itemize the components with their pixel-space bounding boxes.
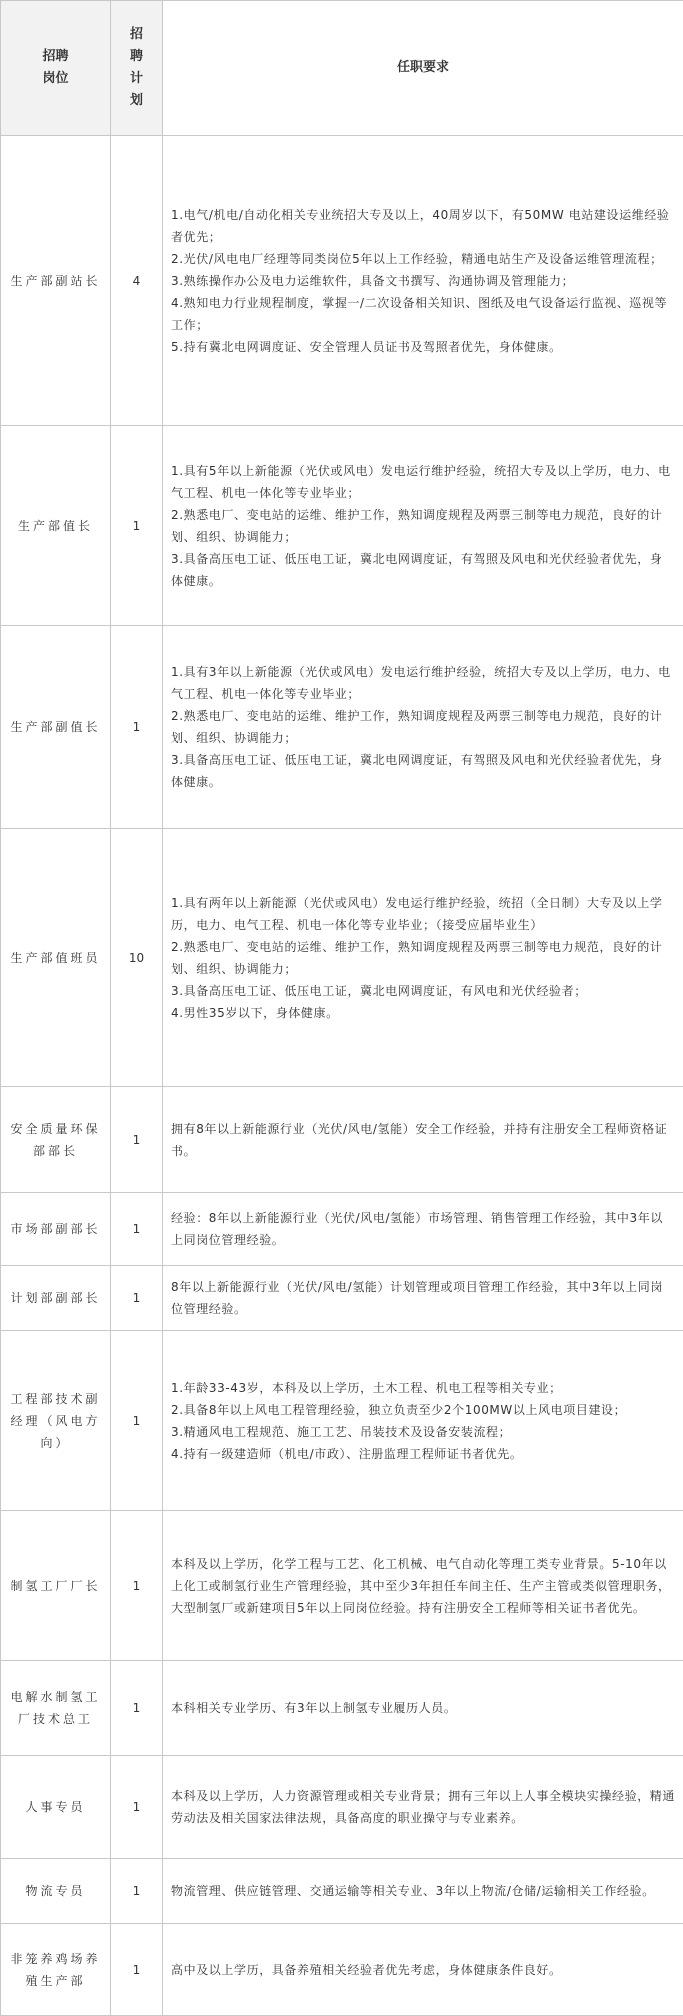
header-plan-char: 招 <box>119 24 154 46</box>
table-row <box>1 1266 683 1331</box>
requirement-line: 3.具备高压电工证、低压电工证，冀北电网调度证，有驾照及风电和光伏经验者优先，身体健康。 <box>171 548 675 592</box>
table-row <box>1 1756 683 1859</box>
requirements-cell <box>163 1266 683 1331</box>
requirement-line: 2.具备8年以上风电工程管理经验，独立负责至少2个100MW以上风电项目建设； <box>171 1399 675 1421</box>
requirement-line: 物流管理、供应链管理、交通运输等相关专业、3年以上物流/仓储/运输相关工作经验。 <box>171 1880 675 1902</box>
requirements-cell <box>163 626 683 829</box>
requirement-line: 3.熟练操作办公及电力运维软件，具备文书撰写、沟通协调及管理能力； <box>171 270 675 292</box>
requirements-cell <box>163 1661 683 1756</box>
plan-cell: 1 <box>111 1661 163 1756</box>
table-row <box>1 1511 683 1661</box>
requirement-line: 3.精通风电工程规范、施工工艺、吊装技术及设备安装流程； <box>171 1421 675 1443</box>
table-row <box>1 829 683 1087</box>
position-cell: 制氢工厂厂长 <box>1 1511 111 1661</box>
requirement-line: 1.电气/机电/自动化相关专业统招大专及以上，40周岁以下，有50MW 电站建设运维经验者优先； <box>171 204 675 248</box>
requirements-cell <box>163 829 683 1087</box>
plan-cell: 10 <box>111 829 163 1087</box>
position-cell: 生产部副值长 <box>1 626 111 829</box>
header-plan-char: 划 <box>119 90 154 112</box>
position-cell: 电解水制氢工厂技术总工 <box>1 1661 111 1756</box>
plan-cell: 1 <box>111 1193 163 1266</box>
requirements-cell <box>163 1756 683 1859</box>
table-row <box>1 626 683 829</box>
requirement-line: 经验：8年以上新能源行业（光伏/风电/氢能）市场管理、销售管理工作经验，其中3年以上同岗位管理经验。 <box>171 1207 675 1251</box>
header-plan-char: 聘 <box>119 46 154 68</box>
table-row <box>1 1859 683 1924</box>
table-row <box>1 1193 683 1266</box>
requirement-line: 3.具备高压电工证、低压电工证，冀北电网调度证，有驾照及风电和光伏经验者优先，身体健康。 <box>171 749 675 793</box>
header-position-line: 岗位 <box>9 68 102 90</box>
requirements-cell <box>163 426 683 626</box>
plan-cell: 1 <box>111 1859 163 1924</box>
requirement-line: 8年以上新能源行业（光伏/风电/氢能）计划管理或项目管理工作经验，其中3年以上同岗位管理经验。 <box>171 1276 675 1320</box>
requirement-line: 4.持有一级建造师（机电/市政）、注册监理工程师证书者优先。 <box>171 1443 675 1465</box>
plan-cell: 1 <box>111 1266 163 1331</box>
requirement-line: 1.具有5年以上新能源（光伏或风电）发电运行维护经验，统招大专及以上学历，电力、电气工程、机电一体化等专业毕业； <box>171 460 675 504</box>
table-row <box>1 1661 683 1756</box>
header-plan-char: 计 <box>119 68 154 90</box>
requirement-line: 2.光伏/风电电厂经理等同类岗位5年以上工作经验，精通电站生产及设备运维管理流程； <box>171 248 675 270</box>
requirement-line: 5.持有冀北电网调度证、安全管理人员证书及驾照者优先，身体健康。 <box>171 336 675 358</box>
requirements-cell <box>163 1331 683 1511</box>
table-row <box>1 1087 683 1193</box>
requirement-line: 1.年龄33-43岁，本科及以上学历，土木工程、机电工程等相关专业； <box>171 1377 675 1399</box>
requirement-line: 2.熟悉电厂、变电站的运维、维护工作，熟知调度规程及两票三制等电力规范，良好的计划、组织、协调能力； <box>171 936 675 980</box>
requirement-line: 本科及以上学历，化学工程与工艺、化工机械、电气自动化等理工类专业背景。5-10年以上化工或制氢行业生产管理经验，其中至少3年担任车间主任、生产主管或类似管理职务，大型制氢厂或新建项目5年以上同岗位经验。持有注册安全工程师等相关证书者优先。 <box>171 1553 675 1619</box>
plan-cell: 1 <box>111 626 163 829</box>
requirement-line: 3.具备高压电工证、低压电工证，冀北电网调度证，有风电和光伏经验者； <box>171 980 675 1002</box>
header-position-line: 招聘 <box>9 46 102 68</box>
table-row <box>1 1331 683 1511</box>
position-cell: 工程部技术副经理（风电方向） <box>1 1331 111 1511</box>
header-row <box>1 1 683 136</box>
requirement-line: 1.具有3年以上新能源（光伏或风电）发电运行维护经验，统招大专及以上学历，电力、电气工程、机电一体化等专业毕业； <box>171 661 675 705</box>
requirements-cell <box>163 1511 683 1661</box>
position-cell: 市场部副部长 <box>1 1193 111 1266</box>
position-cell: 非笼养鸡场养殖生产部 <box>1 1924 111 2016</box>
position-cell: 生产部值长 <box>1 426 111 626</box>
plan-cell: 1 <box>111 1087 163 1193</box>
requirement-line: 本科相关专业学历、有3年以上制氢专业履历人员。 <box>171 1697 675 1719</box>
plan-cell: 1 <box>111 1331 163 1511</box>
requirement-line: 2.熟悉电厂、变电站的运维、维护工作，熟知调度规程及两票三制等电力规范，良好的计划、组织、协调能力； <box>171 705 675 749</box>
position-cell: 人事专员 <box>1 1756 111 1859</box>
plan-cell: 1 <box>111 1756 163 1859</box>
plan-cell: 1 <box>111 1511 163 1661</box>
requirements-cell <box>163 1193 683 1266</box>
requirement-line: 2.熟悉电厂、变电站的运维、维护工作，熟知调度规程及两票三制等电力规范，良好的计划、组织、协调能力； <box>171 504 675 548</box>
header-plan <box>111 1 163 136</box>
requirement-line: 4.熟知电力行业规程制度，掌握一/二次设备相关知识、图纸及电气设备运行监视、巡视等工作； <box>171 292 675 336</box>
requirement-line: 1.具有两年以上新能源（光伏或风电）发电运行维护经验，统招（全日制）大专及以上学历，电力、电气工程、机电一体化等专业毕业；（接受应届毕业生） <box>171 892 675 936</box>
position-cell: 物流专员 <box>1 1859 111 1924</box>
header-position <box>1 1 111 136</box>
plan-cell: 4 <box>111 136 163 426</box>
table-row <box>1 426 683 626</box>
requirements-cell <box>163 136 683 426</box>
header-requirements: 任职要求 <box>163 1 683 136</box>
requirement-line: 拥有8年以上新能源行业（光伏/风电/氢能）安全工作经验，并持有注册安全工程师资格证书。 <box>171 1118 675 1162</box>
requirement-line: 高中及以上学历，具备养殖相关经验者优先考虑，身体健康条件良好。 <box>171 1959 675 1981</box>
requirement-line: 本科及以上学历，人力资源管理或相关专业背景；拥有三年以上人事全模块实操经验，精通劳动法及相关国家法律法规，具备高度的职业操守与专业素养。 <box>171 1785 675 1829</box>
position-cell: 安全质量环保部部长 <box>1 1087 111 1193</box>
table-body <box>1 136 683 2016</box>
plan-cell: 1 <box>111 426 163 626</box>
requirement-line: 4.男性35岁以下，身体健康。 <box>171 1002 675 1024</box>
requirements-cell <box>163 1859 683 1924</box>
requirements-cell <box>163 1087 683 1193</box>
table-row <box>1 136 683 426</box>
position-cell: 生产部值班员 <box>1 829 111 1087</box>
plan-cell: 1 <box>111 1924 163 2016</box>
position-cell: 计划部副部长 <box>1 1266 111 1331</box>
position-cell: 生产部副站长 <box>1 136 111 426</box>
